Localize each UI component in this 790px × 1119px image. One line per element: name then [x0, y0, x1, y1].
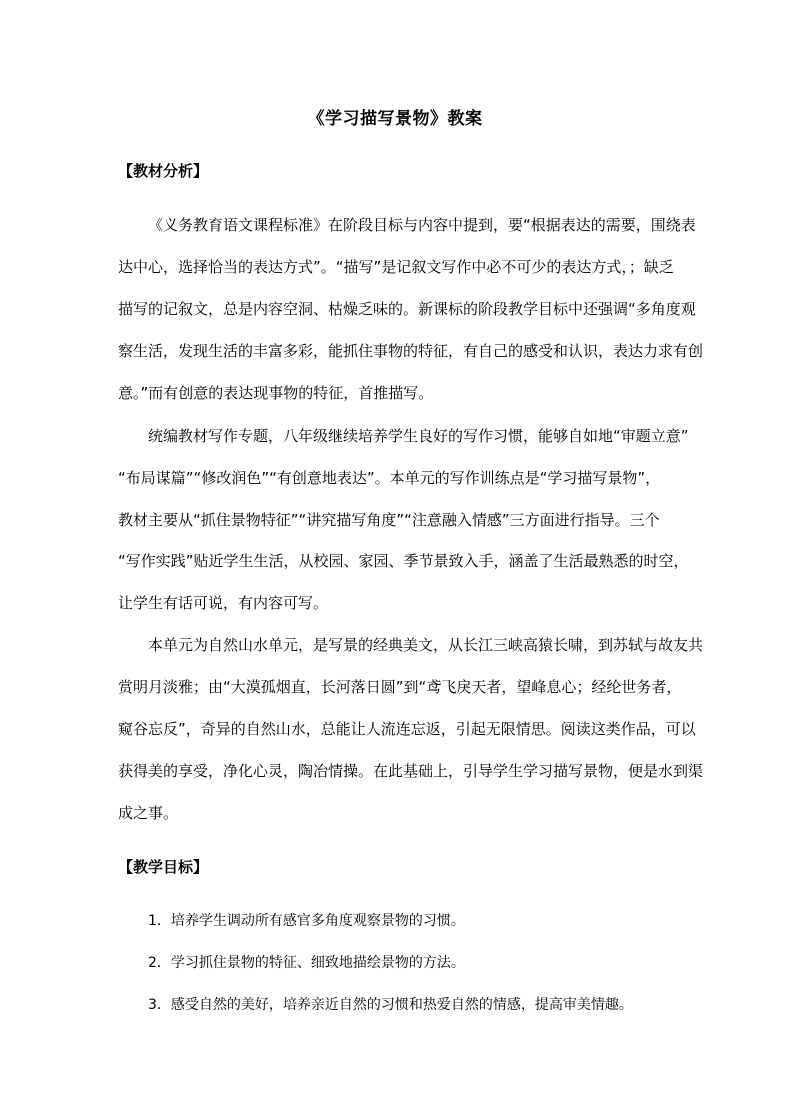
- paragraph-line: 察生活，发现生活的丰富多彩，能抓住事物的特征，有自己的感受和认识，表达力求有创: [118, 342, 704, 360]
- paragraph-line: 获得美的享受，净化心灵，陶冶情操。在此基础上，引导学生学习描写景物，便是水到渠: [118, 762, 704, 780]
- paragraph-line: 达中心，选择恰当的表达方式”。“描写”是记叙文写作中必不可少的表达方式，；缺乏: [118, 258, 674, 276]
- paragraph-line: 描写的记叙文，总是内容空洞、枯燥乏味的。新课标的阶段教学目标中还强调“多角度观: [118, 300, 696, 318]
- section-heading-teaching-goals: 【教学目标】: [118, 858, 209, 876]
- paragraph-line: 教材主要从“抓住景物特征”“讲究描写角度”“注意融入情感”三方面进行指导。三个: [118, 511, 660, 529]
- section-heading-material-analysis: 【教材分析】: [118, 162, 209, 180]
- paragraph-line: 赏明月淡雅；由“大漠孤烟直，长河落日圆”到“鸢飞戾天者，望峰息心；经纶世务者，: [118, 678, 682, 696]
- document-title: 《学习描写景物》教案: [307, 109, 483, 129]
- goal-item: 1．培养学生调动所有感官多角度观察景物的习惯。: [148, 913, 465, 929]
- paragraph-line: 窥谷忘反”，奇异的自然山水，总能让人流连忘返，引起无限情思。阅读这类作品，可以: [118, 720, 696, 738]
- paragraph-line: “写作实践”贴近学生生活，从校园、家园、季节景致入手，涵盖了生活最熟悉的时空，: [118, 552, 689, 570]
- paragraph-line: “布局谋篇”“修改润色”“有创意地表达”。本单元的写作训练点是“学习描写景物”，: [118, 469, 661, 487]
- paragraph-line: 《义务教育语文课程标准》在阶段目标与内容中提到，要“根据表达的需要，围绕表: [148, 216, 696, 234]
- paragraph-line: 意。”而有创意的表达现事物的特征，首推描写。: [118, 384, 434, 402]
- paragraph-line: 本单元为自然山水单元，是写景的经典美文，从长江三峡高猿长啸，到苏轼与故友共: [148, 636, 704, 654]
- paragraph-line: 统编教材写作专题，八年级继续培养学生良好的写作习惯，能够自如地“审题立意”: [148, 427, 689, 445]
- goal-item: 2．学习抓住景物的特征、细致地描绘景物的方法。: [148, 955, 465, 971]
- paragraph-line: 让学生有话可说，有内容可写。: [118, 594, 329, 612]
- goal-item: 3．感受自然的美好，培养亲近自然的习惯和热爱自然的情感，提高审美情趣。: [148, 997, 633, 1013]
- paragraph-line: 成之事。: [118, 804, 179, 822]
